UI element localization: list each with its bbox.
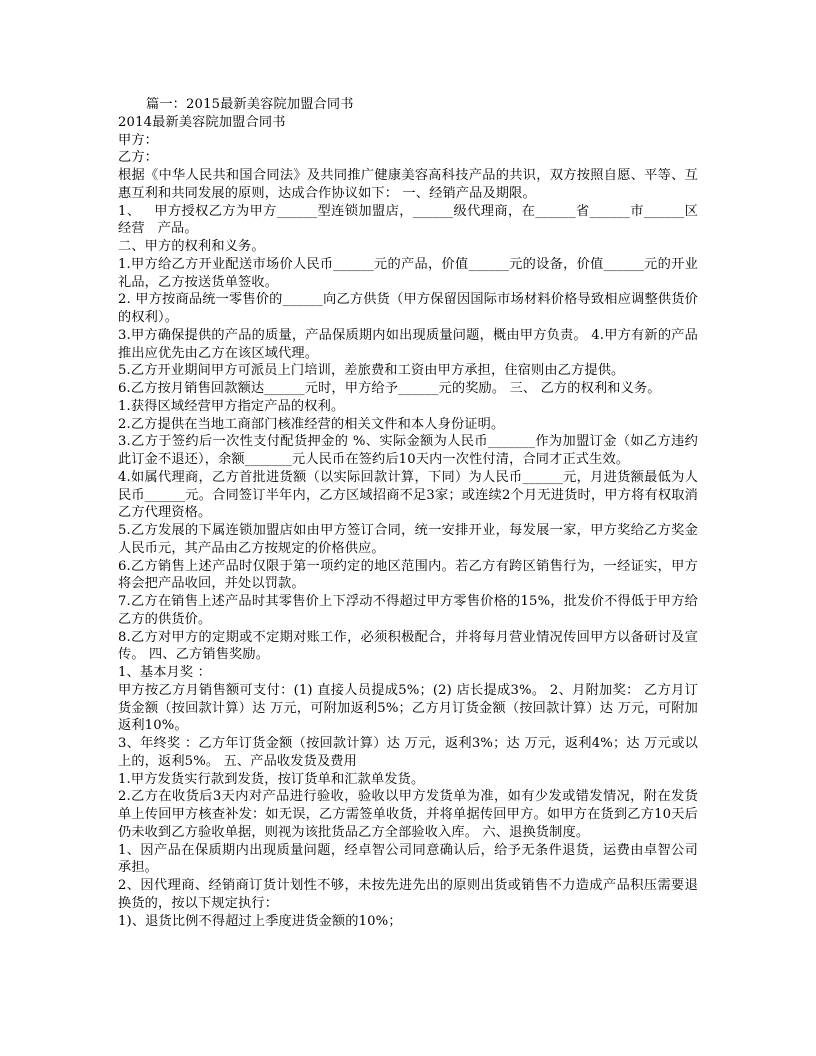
document-line: 1.甲方发货实行款到发货，按订货单和汇款单发货。 bbox=[118, 771, 425, 787]
document-line: 3、年终奖 ：乙方年订货金额（按回款计算）达 万元，返利3%；达 万元，返利4%；达 万元或以上的，返利5%。 五、产品收发货及费用 bbox=[118, 736, 698, 769]
document-page bbox=[118, 96, 698, 930]
document-line: 6.乙方销售上述产品时仅限于第一项约定的地区范围内。若乙方有跨区销售行为，一经证实，甲方将会把产品收回，并处以罚款。 bbox=[118, 558, 698, 592]
document-line: 乙方： bbox=[118, 150, 159, 166]
document-line: 甲方： bbox=[118, 132, 159, 148]
document-line: 1.甲方给乙方开业配送市场价人民币______元的产品，价值______元的设备，价值______元的开业礼品，乙方按送货单签收。 bbox=[118, 256, 698, 290]
document-line: 甲方按乙方月销售额可支付：(1) 直接人员提成5%；(2) 店长提成3%。 2、月附加奖： 乙方月订货金额（按回款计算）达 万元，可附加返利5%；乙方月订货金额（按回款计算）达 万元，可附加返利10%。 bbox=[118, 682, 698, 734]
document-line: 2、因代理商、经销商订货计划性不够，未按先进先出的原则出货或销售不力造成产品积压需要退换货的，按以下规定执行： bbox=[118, 878, 698, 911]
document-line: 8.乙方对甲方的定期或不定期对账工作，必须积极配合，并将每月营业情况传回甲方以备研讨及宣传。 四、乙方销售奖励。 bbox=[118, 629, 698, 663]
document-line: 2. 甲方按商品统一零售价的______向乙方供货（甲方保留因国际市场材料价格导致相应调整供货价的权利）。 bbox=[118, 292, 698, 325]
document-line: 5.乙方开业期间甲方可派员上门培训，差旅费和工资由甲方承担，住宿则由乙方提供。 bbox=[118, 363, 625, 379]
document-line: 1.获得区域经营甲方指定产品的权利。 bbox=[118, 398, 345, 414]
document-line: 1、因产品在保质期内出现质量问题，经卓智公司同意确认后，给予无条件退货，运费由卓智公司承担。 bbox=[118, 842, 698, 876]
document-line: 6.乙方按月销售回款额达______元时，甲方给予______元的奖励。 三、 乙方的权利和义务。 bbox=[118, 381, 661, 396]
document-line: 3.甲方确保提供的产品的质量，产品保质期内如出现质量问题，概由甲方负责。 4.甲方有新的产品推出应优先由乙方在该区域代理。 bbox=[118, 327, 698, 361]
document-line: 1、 甲方授权乙方为甲方______型连锁加盟店，______级代理商，在______省______市______区经营 产品。 bbox=[118, 203, 698, 237]
document-line: 1、基本月奖 ： bbox=[118, 665, 211, 680]
document-line: 5.乙方发展的下属连锁加盟店如由甲方签订合同，统一安排开业，每发展一家，甲方奖给乙方奖金人民币元，其产品由乙方按规定的价格供应。 bbox=[118, 523, 698, 556]
document-heading: 篇一：2015最新美容院加盟合同书 bbox=[146, 97, 354, 112]
document-line: 2.乙方提供在当地工商部门核准经营的相关文件和本人身份证明。 bbox=[118, 416, 505, 432]
document-line: 2.乙方在收货后3天内对产品进行验收，验收以甲方发货单为准，如有少发或错发情况，附在发货单上传回甲方核查补发：如无误，乙方需签单收货，并将单据传回甲方。如甲方在货到乙方10天后仍未收到乙方验收单据，则视为该批货品乙方全部验收入库。 六、退换货制度。 bbox=[118, 789, 698, 840]
document-line: 根据《中华人民共和国合同法》及共同推广健康美容高科技产品的共识，双方按照自愿、平等、互惠互利和共同发展的原则，达成合作协议如下： 一、经销产品及期限。 bbox=[118, 168, 698, 201]
document-line: 4.如属代理商，乙方首批进货额（以实际回款计算，下同）为人民币______元，月进货额最低为人民币______元。合同签订半年内，乙方区域招商不足3家；或连续2个月无进货时，甲方将有权取消乙方代理资格。 bbox=[118, 469, 698, 521]
document-line: 7.乙方在销售上述产品时其零售价上下浮动不得超过甲方零售价格的15%，批发价不得低于甲方给乙方的供货价。 bbox=[118, 594, 698, 627]
document-line: 二、甲方的权利和义务。 bbox=[118, 239, 265, 254]
document-line: 1)、退货比例不得超过上季度进货金额的10%； bbox=[118, 913, 402, 929]
document-line: 3.乙方于签约后一次性支付配货押金的 %、实际金额为人民币_______作为加盟订金（如乙方违约此订金不退还），余额_______元人民币在签约后10天内一次性付清，合同才正式生效。 bbox=[118, 434, 698, 467]
document-line: 2014最新美容院加盟合同书 bbox=[118, 114, 286, 130]
